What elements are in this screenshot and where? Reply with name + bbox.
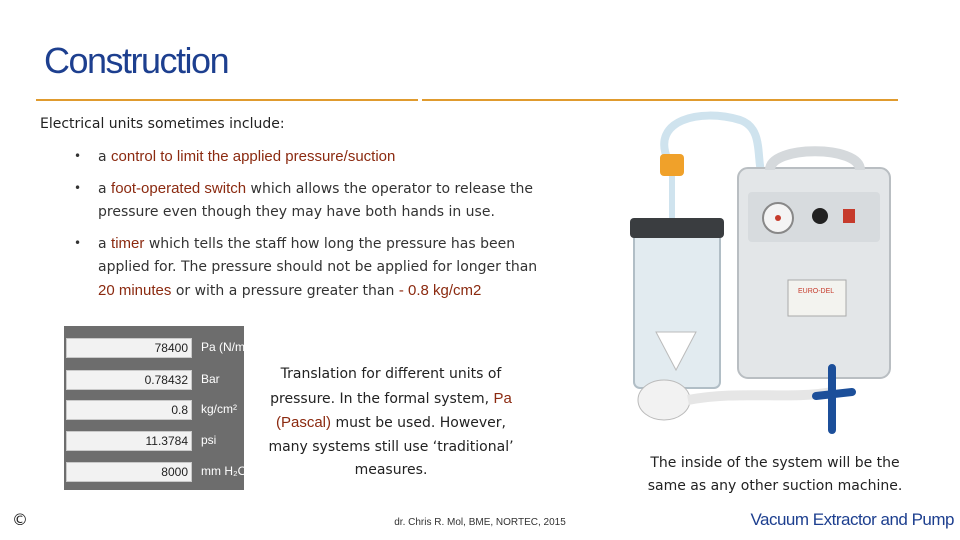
- table-value: 78400: [66, 338, 192, 358]
- table-unit: Bar: [201, 372, 220, 386]
- vacuum-extractor-photo: [620, 100, 920, 445]
- table-value: 8000: [66, 462, 192, 482]
- translation-note: Translation for different units of pressure. In the formal system, Pa (Pascal) must be used. However, many systems still use ‘traditional’ measures.: [268, 366, 514, 478]
- bullet-text: a foot-operated switch which allows the operator to release the pressure even though they may have both hands in use.: [98, 180, 533, 220]
- highlight-term: foot-operated switch: [111, 180, 247, 197]
- intro-text: Electrical units sometimes include:: [40, 116, 285, 132]
- bullet-dot: •: [74, 181, 82, 195]
- table-row: [64, 368, 244, 392]
- highlight-term: control to limit the applied pressure/suction: [111, 148, 396, 165]
- highlight-term: timer: [111, 235, 145, 252]
- table-unit: mm H₂O @ 4° C: [201, 464, 290, 478]
- table-unit: psi: [201, 433, 217, 447]
- table-unit: kg/cm²: [201, 402, 237, 416]
- table-value: 0.78432: [66, 370, 192, 390]
- highlight-pascal: Pa (Pascal): [276, 389, 512, 431]
- copyright-symbol: ©: [12, 510, 28, 529]
- device-caption: The inside of the system will be the same as any other suction machine.: [647, 455, 903, 494]
- table-unit: Pa (N/m²): [201, 340, 253, 354]
- table-row: [64, 429, 244, 453]
- slide-subject: Vacuum Extractor and Pump: [750, 510, 954, 529]
- device-brand-label: EURO-DEL: [798, 288, 835, 295]
- slide-title: Construction: [44, 40, 229, 81]
- bullet-text: a control to limit the applied pressure/suction: [98, 148, 396, 165]
- bullet-dot: •: [74, 236, 82, 250]
- highlight-duration: 20 minutes: [98, 282, 172, 299]
- table-row: [64, 460, 290, 484]
- highlight-pressure: - 0.8 kg/cm2: [398, 282, 482, 299]
- table-row: [64, 398, 244, 422]
- table-value: 0.8: [66, 400, 192, 420]
- pressure-conversion-table: [64, 326, 290, 490]
- bullet-text: a timer which tells the staff how long the pressure has been applied for. The pressure should not be applied for longer than 20 minutes or with a pressure greater than - 0.8 kg/cm2: [98, 235, 538, 299]
- title-underline-left: [36, 99, 418, 101]
- table-value: 11.3784: [66, 431, 192, 451]
- author-footer: dr. Chris R. Mol, BME, NORTEC, 2015: [394, 517, 566, 528]
- table-row: [64, 336, 253, 360]
- bullet-dot: •: [74, 149, 82, 163]
